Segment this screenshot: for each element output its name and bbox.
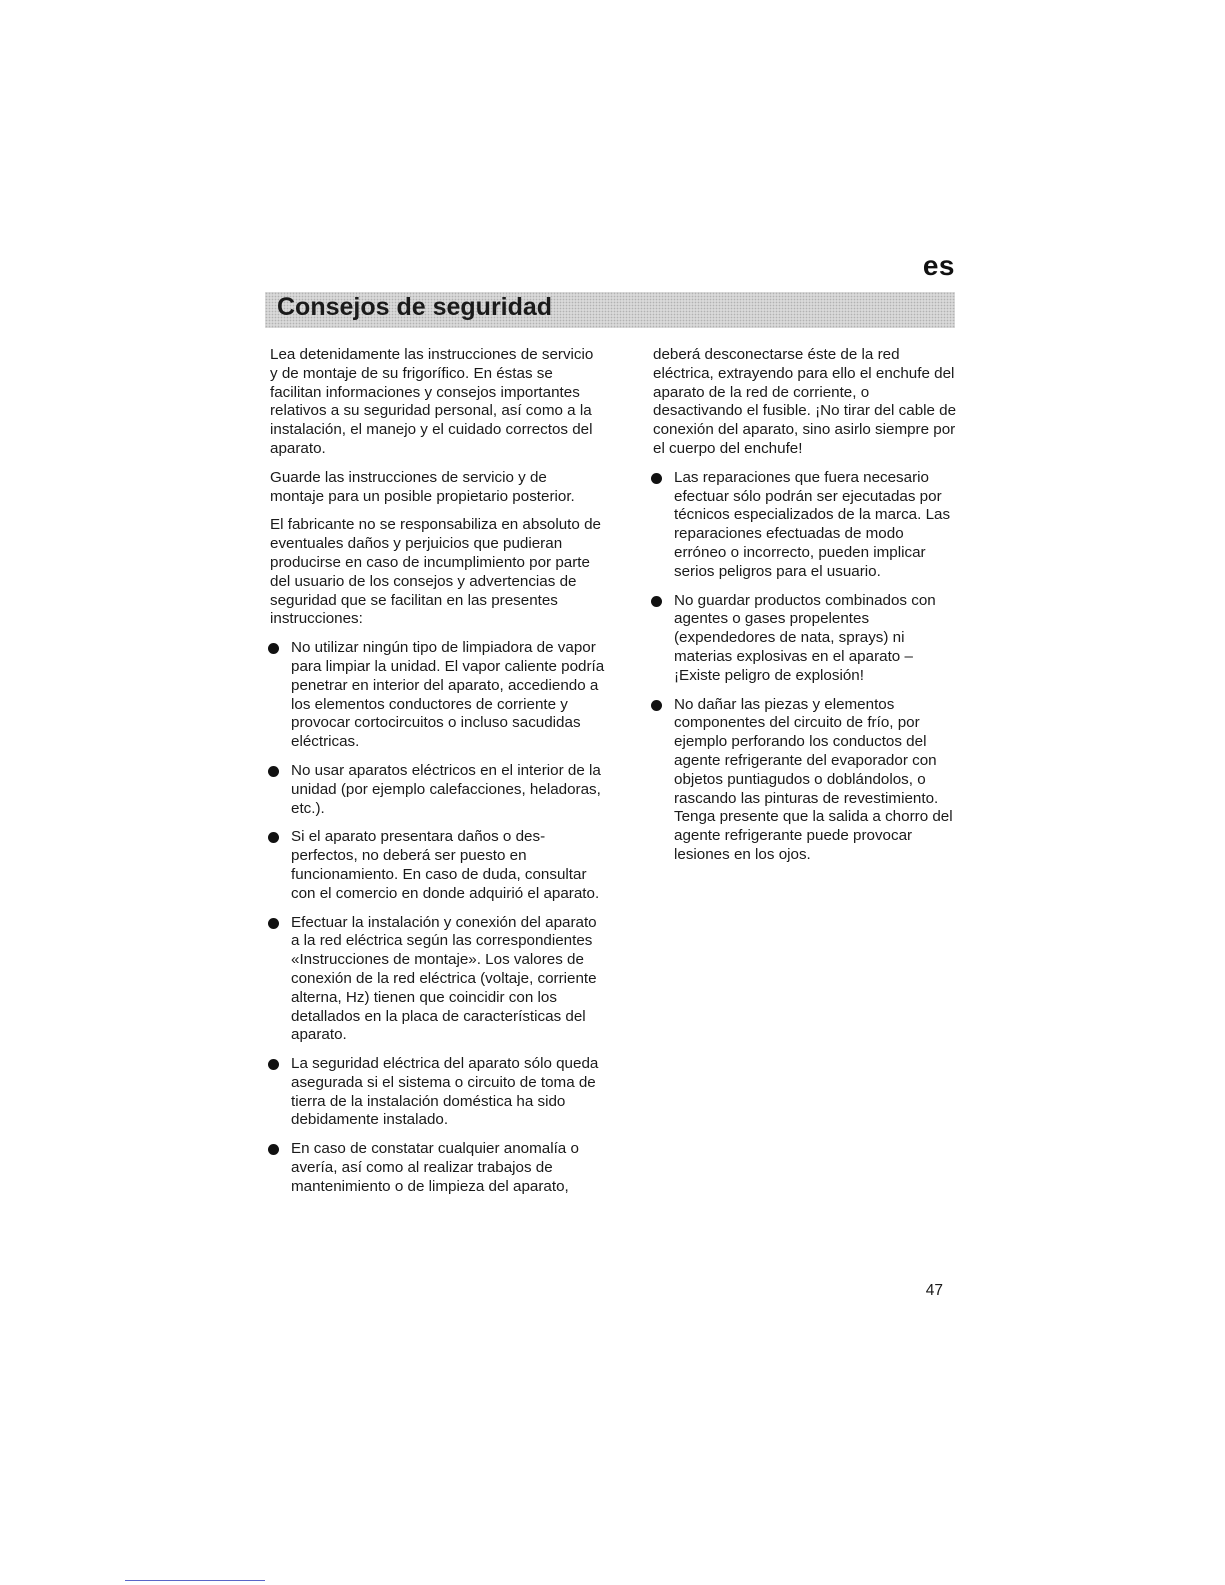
list-item-text: Efectuar la instalación y conexión del aparato a la red eléctrica según las correspondientes «Instrucciones de montaje». Los valores de conexión de la red eléctrica (voltaje, corriente alterna, Hz) tienen que coincidir con los detallados en la placa de características del aparato.: [291, 913, 597, 1044]
list-item-text: Las reparaciones que fuera necesario efectuar sólo podrán ser ejecutadas por técnicos especializados de la marca. Las reparaciones efectuadas de modo erróneo o incorrecto, pueden implicar serios peligros para el usuario.: [674, 468, 951, 580]
list-item-text: No usar aparatos eléctricos en el interior de la unidad (por ejemplo calefacciones, heladoras, etc.).: [291, 761, 601, 817]
continued-paragraph: deberá desconectarse éste de la red eléctrica, extrayendo para ello el enchufe del aparato de la red de corriente, o desactivando el fusible. ¡No tirar del cable de conexión del aparato, sino asirlo siempre por el cuerpo del enchufe!: [653, 346, 957, 457]
list-item: [270, 828, 605, 903]
footer-rule: [125, 1580, 265, 1581]
list-item-text: No guardar productos combinados con agentes o gases propelentes (expendedores de nata, sprays) ni materias explosivas en el aparato – ¡Existe peligro de explosión!: [674, 591, 936, 684]
keep-instructions-paragraph: Guarde las instrucciones de servicio y de montaje para un posible propietario posterior.: [270, 468, 575, 505]
section-title: Consejos de seguridad: [277, 293, 553, 321]
bullet-icon: [268, 1144, 279, 1155]
list-item: [270, 914, 605, 1046]
section-title-bar: [265, 292, 955, 328]
list-item: [270, 1140, 605, 1196]
list-item: [270, 1055, 605, 1130]
right-bullet-list: [653, 469, 958, 865]
intro-paragraph: Lea detenidamente las instrucciones de servicio y de montaje de su frigorífico. En éstas se facilitan informaciones y consejos importantes relativos a su seguridad personal, así como a la instalación, el manejo y el cuidado correctos del aparato.: [270, 346, 594, 457]
list-item-text: No utilizar ningún tipo de limpiadora de vapor para limpiar la unidad. El vapor caliente podría penetrar en interior del aparato, accediendo a los elementos conductores de corriente y provocar cortocircuitos o incluso sacudidas eléctricas.: [291, 639, 605, 751]
list-item: [653, 696, 958, 865]
list-item: [653, 592, 958, 686]
list-item-text: En caso de constatar cualquier anomalía o avería, así como al realizar trabajos de mantenimiento o de limpieza del aparato,: [291, 1140, 579, 1195]
left-column: [270, 346, 605, 1207]
liability-paragraph: El fabricante no se responsabiliza en absoluto de eventuales daños y perjuicios que pudieran producirse en caso de incumplimiento por parte del usuario de los consejos y advertencias de seguridad que se facilitan en las presentes instrucciones:: [270, 516, 601, 628]
list-item-text: No dañar las piezas y elementos componentes del circuito de frío, por ejemplo perforando los conductos del agente refrigerante del evaporador con objetos puntiagudos o doblándolos, o rascando las pinturas de revestimiento. Tenga presente que la salida a chorro del agente refrigerante puede provocar lesiones en los ojos.: [674, 695, 953, 863]
bullet-icon: [268, 918, 279, 929]
list-item-text: La seguridad eléctrica del aparato sólo queda asegurada si el sistema o circuito de toma de tierra de la instalación doméstica ha sido debidamente instalado.: [291, 1055, 599, 1129]
list-item: [653, 469, 958, 582]
bullet-icon: [268, 1059, 279, 1070]
bullet-icon: [268, 643, 279, 654]
list-item-text: Si el aparato presentara daños o des-perfectos, no deberá ser puesto en funcionamiento. En caso de duda, consultar con el comercio en donde adquirió el aparato.: [291, 828, 600, 902]
list-item: [270, 762, 605, 818]
bullet-icon: [651, 700, 662, 711]
language-code: es: [922, 250, 955, 281]
bullet-icon: [268, 766, 279, 777]
bullet-icon: [651, 473, 662, 484]
list-item: [270, 639, 605, 752]
page-number: 47: [925, 1282, 943, 1299]
left-bullet-list: [270, 639, 605, 1197]
bullet-icon: [651, 596, 662, 607]
bullet-icon: [268, 832, 279, 843]
right-column: [653, 346, 958, 875]
